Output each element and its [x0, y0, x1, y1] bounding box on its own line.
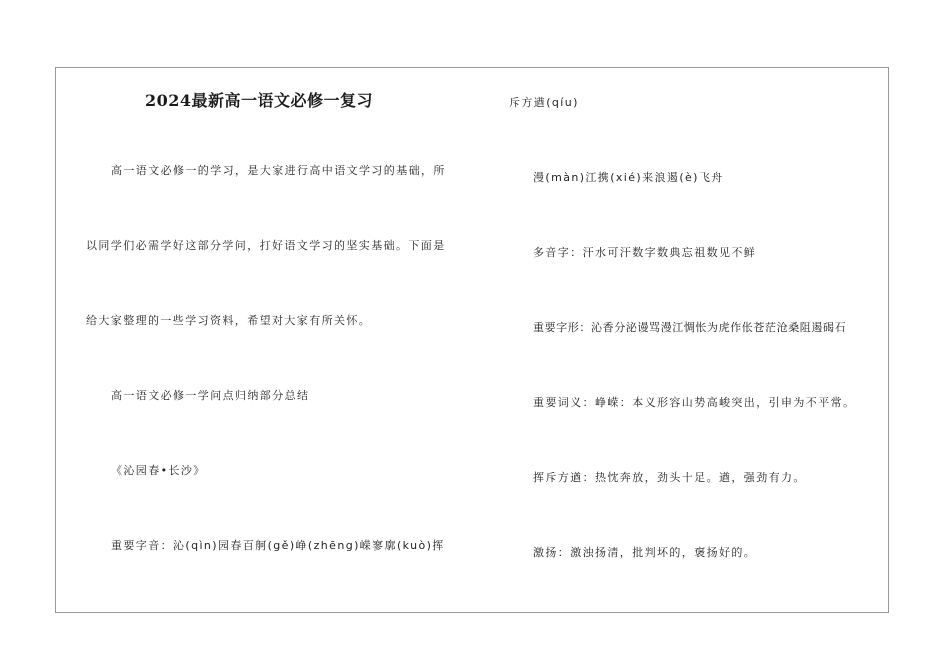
left-paragraph-line: 给大家整理的一些学习资料，希望对大家有所关怀。: [86, 314, 372, 327]
pronunciation-line: 重要字音：沁(qìn)园春百舸(gě)峥(zhēng)嵘寥廓(kuò)挥: [111, 539, 445, 552]
word-meaning-line: 重要词义：峥嵘：本义形容山势高峻突出，引申为不平常。: [533, 396, 856, 409]
page-frame: [55, 67, 889, 613]
poem-title: 《沁园春•长沙》: [111, 464, 206, 477]
word-meaning-line: 挥斥方遒：热忱奔放，劲头十足。遒，强劲有力。: [533, 471, 806, 484]
document-title: 2024最新高一语文必修一复习: [145, 91, 374, 110]
polyphone-line: 多音字：汗水可汗数字数典忘祖数见不鲜: [533, 246, 757, 259]
right-column-line: 斥方遒(qíu): [509, 96, 579, 109]
word-meaning-line: 激扬：激浊扬清，批判坏的，褒扬好的。: [533, 546, 757, 559]
character-forms-line: 重要字形：沁香分泌谩骂漫江惆怅为虎作伥苍茫沧桑阻遏碣石: [533, 321, 847, 334]
section-heading: 高一语文必修一学问点归纳部分总结: [111, 389, 310, 402]
left-paragraph-line: 以同学们必需学好这部分学问，打好语文学习的坚实基础。下面是: [86, 239, 446, 252]
right-column-line: 漫(màn)江携(xié)来浪遏(è)飞舟: [533, 171, 724, 184]
left-paragraph-line: 高一语文必修一的学习，是大家进行高中语文学习的基础，所: [111, 164, 446, 177]
